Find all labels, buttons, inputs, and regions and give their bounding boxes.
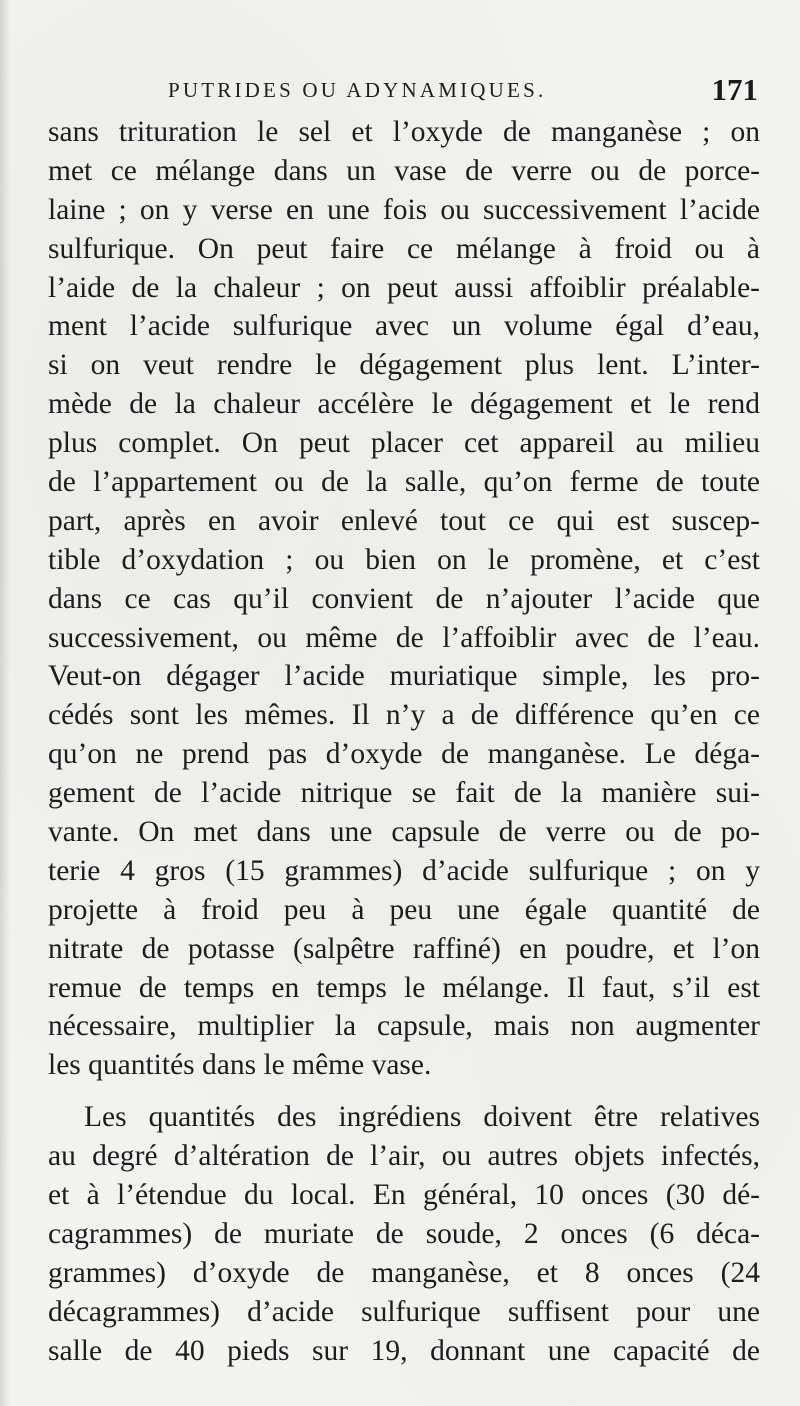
text-line: nécessaire, multiplier la capsule, mais non augmenter — [48, 1010, 760, 1043]
text-line: mède de la chaleur accélère le dégagement et le rend — [48, 388, 760, 421]
text-line: part, après en avoir enlevé tout ce qui est suscep- — [48, 504, 760, 537]
text-line: si on veut rendre le dégagement plus lent. L’inter- — [48, 349, 760, 382]
paragraph-1 — [48, 113, 760, 1085]
text-line: sans trituration le sel et l’oxyde de manganèse ; on — [48, 116, 760, 148]
text-line: qu’on ne prend pas d’oxyde de manganèse. Le déga- — [48, 738, 760, 771]
text-line: plus complet. On peut placer cet appareil au milieu — [48, 427, 760, 460]
text-line: gement de l’acide nitrique se fait de la manière sui- — [48, 777, 760, 810]
text-line: au degré d’altération de l’air, ou autres objets infectés, — [48, 1140, 760, 1173]
running-head: PUTRIDES OU ADYNAMIQUES. — [168, 78, 547, 102]
text-line: sulfurique. On peut faire ce mélange à froid ou à — [48, 232, 760, 265]
text-line: décagrammes) d’acide sulfurique suffisent pour une — [48, 1295, 760, 1328]
text-line: salle de 40 pieds sur 19, donnant une capacité de — [48, 1334, 760, 1367]
text-line: les quantités dans le même vase. — [48, 1049, 432, 1082]
text-line: nitrate de potasse (salpêtre raffiné) en poudre, et l’on — [48, 932, 760, 965]
page-edge-shadow — [0, 0, 10, 1406]
text-line: dans ce cas qu’il convient de n’ajouter l’acide que — [48, 582, 760, 615]
text-line: met ce mélange dans un vase de verre ou de porce- — [48, 154, 760, 187]
paragraph-gap — [48, 1085, 760, 1098]
text-line: et à l’étendue du local. En général, 10 onces (30 dé- — [48, 1179, 760, 1212]
paragraph-2 — [48, 1098, 760, 1370]
page-header — [48, 72, 758, 108]
text-line: successivement, ou même de l’affoiblir avec de l’eau. — [48, 621, 760, 654]
page-number: 171 — [711, 72, 758, 107]
text-line: ment l’acide sulfurique avec un volume égal d’eau, — [48, 310, 760, 343]
text-line: grammes) d’oxyde de manganèse, et 8 onces (24 — [48, 1256, 760, 1289]
text-line: projette à froid peu à peu une égale quantité de — [48, 893, 760, 926]
text-line: remue de temps en temps le mélange. Il faut, s’il est — [48, 971, 760, 1004]
text-line: cédés sont les mêmes. Il n’y a de différence qu’en ce — [48, 699, 760, 732]
text-line: terie 4 gros (15 grammes) d’acide sulfurique ; on y — [48, 854, 760, 887]
text-line: Veut-on dégager l’acide muriatique simple, les pro- — [48, 660, 760, 693]
text-line: cagrammes) de muriate de soude, 2 onces (6 déca- — [48, 1217, 760, 1250]
text-line: de l’appartement ou de la salle, qu’on ferme de toute — [48, 466, 760, 499]
text-line: l’aide de la chaleur ; on peut aussi affoiblir préalable- — [48, 271, 760, 304]
text-line: tible d’oxydation ; ou bien on le promène, et c’est — [48, 543, 760, 576]
body-text — [48, 113, 760, 1371]
text-line: vante. On met dans une capsule de verre ou de po- — [48, 816, 760, 849]
text-line: laine ; on y verse en une fois ou successivement l’acide — [48, 193, 760, 226]
text-line: Les quantités des ingrédiens doivent être relatives — [84, 1101, 760, 1134]
